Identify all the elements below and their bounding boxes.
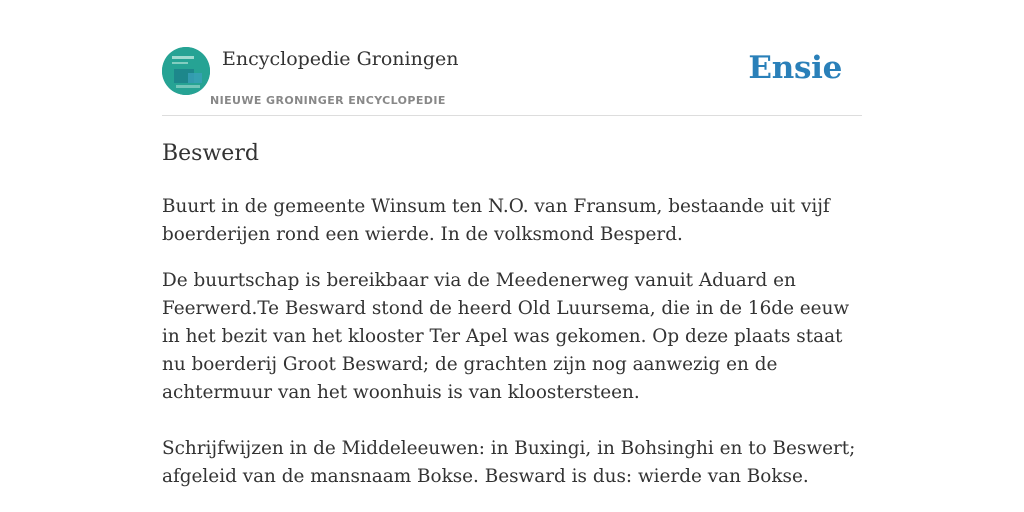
article-paragraph: Buurt in de gemeente Winsum ten N.O. van Fransum, bestaande uit vijf boerderijen rond een wierde. In de volksmond Besperd.	[162, 196, 830, 245]
ensie-brand-logo[interactable]: Ensie	[748, 50, 842, 86]
site-title-link[interactable]: Encyclopedie Groningen	[222, 48, 459, 70]
article-title: Beswerd	[162, 141, 259, 166]
site-header	[162, 40, 862, 116]
article-content	[162, 138, 862, 509]
site-logo-icon[interactable]	[162, 47, 210, 95]
book-cover-icon	[162, 47, 210, 95]
article-paragraph: De buurtschap is bereikbaar via de Meedenerweg vanuit Aduard en Feerwerd.Te Besward stond de heerd Old Luursema, die in de 16de eeuw in het bezit van het klooster Ter Apel was gekomen. Op deze plaats staat nu boerderij Groot Besward; de grachten zijn nog aanwezig en de achtermuur van het woonhuis is van kloostersteen. Schrijfwijzen in de Middeleeuwen: in Buxingi, in Bohsinghi en to Beswert; afgeleid van de mansnaam Bokse. Besward is dus: wierde van Bokse.	[162, 270, 856, 487]
site-subtitle: NIEUWE GRONINGER ENCYCLOPEDIE	[210, 94, 446, 107]
